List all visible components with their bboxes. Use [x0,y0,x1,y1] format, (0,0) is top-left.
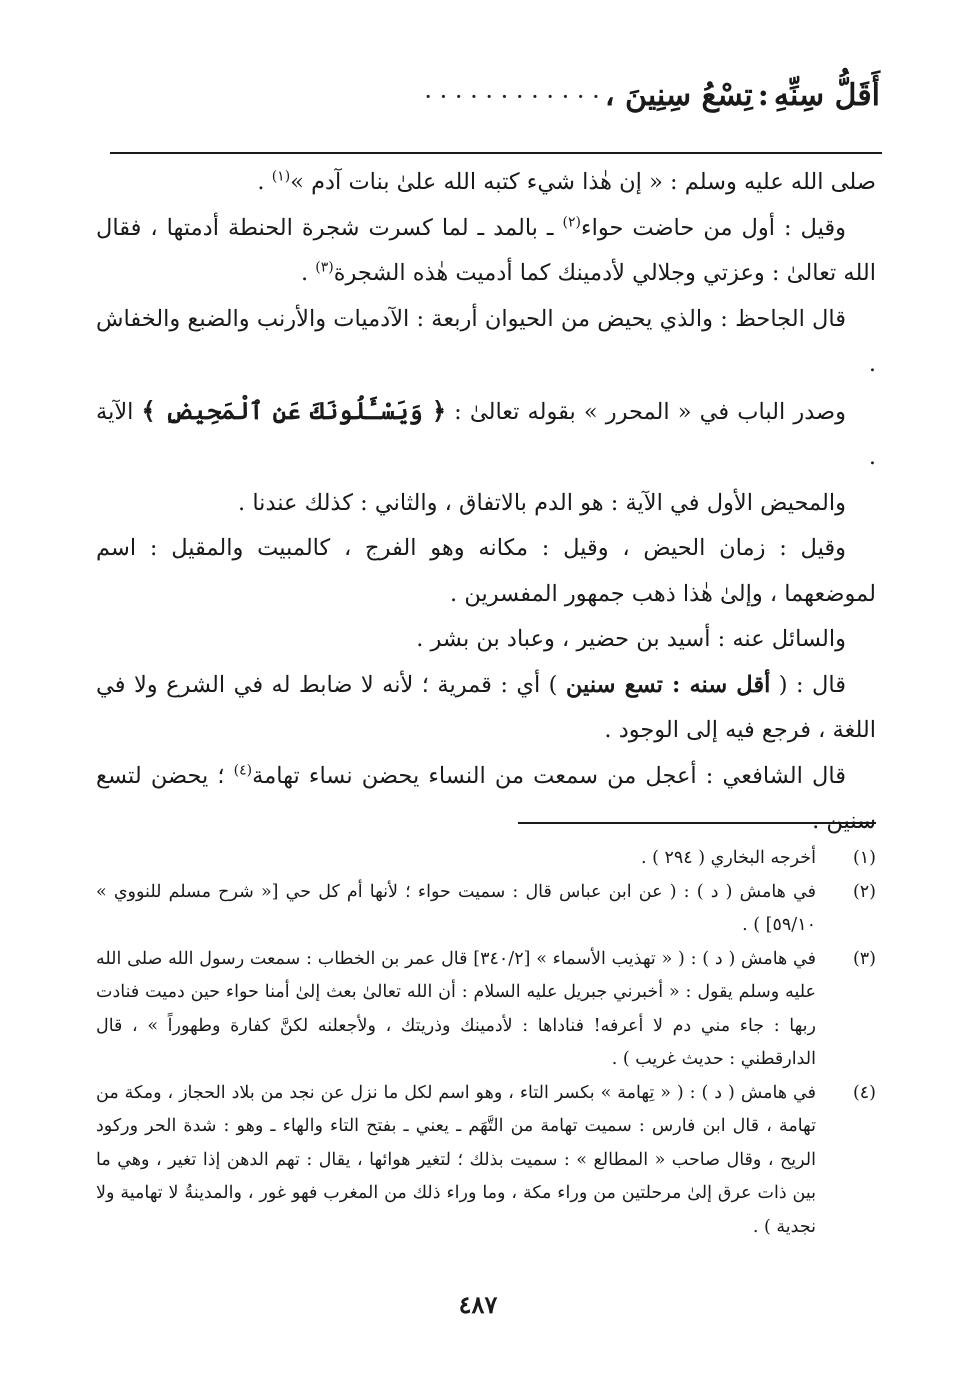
paragraph-8-text-b: ) أي : قمرية ؛ لأنه لا ضابط له في الشرع ولا في اللغة ، فرجع فيه إلى الوجود . [96,671,876,743]
quran-verse: ﴿ وَيَسْـَٔلُونَكَ عَنِ ٱلْمَحِيضِ ﴾ [141,395,447,425]
paragraph-6: وقيل : زمان الحيض ، وقيل : مكانه وهو الفرج ، كالمبيت والمقيل : اسم لموضعهما ، وإلىٰ هٰذا ذهب جمهور المفسرين . [96,535,876,607]
footnote-text: في هامش ( د ) : ( « تهذيب الأسماء » [٣٤٠/٢] قال عمر بن الخطاب : سمعت رسول الله صلى الله عليه وسلم يقول : « أخبرني جبريل عليه السلام : أن الله تعالىٰ بعث إلىٰ أمنا حواء حين دميت فنادت ربها : جاء مني دم لا أعرفه! فناداها : لأدمينك وذريتك ، ولأجعلنه لكنَّ كفارة وطهوراً » ، قال الدارقطني : حديث غريب ) . [96,948,816,1069]
paragraph-9 [96,754,876,845]
matn-quote: أقل سنه : تسع سنين [565,671,771,698]
header-subtitle: تِسْعُ سِنِينَ ، [604,78,753,113]
paragraph-8 [96,663,876,754]
footnotes [96,842,876,1244]
footnote-2 [96,876,876,943]
footnote-ref-2: (٢) [562,214,581,230]
footnote-text: أخرجه البخاري ( ٢٩٤ ) . [640,848,816,868]
paragraph-2-text-b: ـ بالمد ـ لما كسرت شجرة الحنطة أدمتها ، فقال الله تعالىٰ : وعزتي وجلالي لأدمينك كما أدميت هٰذه الشجرة [96,214,876,286]
page-number: ٤٨٧ [458,1290,498,1319]
main-text [96,160,876,845]
paragraph-7: والسائل عنه : أسيد بن حضير ، وعباد بن بشر . [416,626,846,652]
paragraph-1 [96,160,876,206]
paragraph-8-text-a: قال : ( [770,671,846,698]
footnote-ref-4: (٤) [233,762,253,778]
running-header [110,78,880,138]
header-rule [110,152,882,154]
paragraph-1-end: . [257,169,272,195]
footnote-text: في هامش ( د ) : ( عن ابن عباس قال : سميت حواء ؛ لأنها أم كل حي [« شرح مسلم للنووي » ٥٩/١٠] ) . [96,881,816,935]
paragraph-4 [96,388,876,481]
footnote-number: (٣) [852,948,876,969]
footnote-ref-3: (٣) [315,259,334,276]
paragraph-2-text-a: وقيل : أول من حاضت حواء [581,214,846,241]
footnote-3 [96,943,876,1077]
paragraph-4-text-b: الآية . [96,398,876,470]
footnote-ref-1: (١) [271,168,291,185]
paragraph-1-text: صلى الله عليه وسلم : « إن هٰذا شيء كتبه الله علىٰ بنات آدم » [290,169,876,195]
footnote-1 [96,842,876,876]
footnote-rule [518,822,876,824]
header-title: أَقَلُّ سِنِّهِ [773,78,880,113]
footnote-4 [96,1077,876,1245]
paragraph-4-text-a: وصدر الباب في « المحرر » بقوله تعالىٰ : [446,398,846,425]
footnote-number: (٢) [852,881,876,902]
footnote-number: (٤) [852,1082,876,1103]
paragraph-9-text-a: قال الشافعي : أعجل من سمعت من النساء يحضن نساء تهامة [252,762,846,789]
paragraph-9-text-b: ؛ يحضن لتسع سنين . [96,762,876,834]
footnote-number: (١) [852,848,876,868]
header-separator: : [757,78,769,113]
footnote-text: في هامش ( د ) : ( « تِهامة » بكسر التاء ، وهو اسم لكل ما نزل عن نجد من بلاد الحجاز ، ومكة من تهامة ، قال ابن فارس : سميت تهامة من التَّهَم ـ يعني ـ بفتح التاء والهاء ـ وهو : شدة الحر وركود الريح ، وقال صاحب « المطالع » : سميت بذلك ؛ لتغير هوائها ، يقال : تهم الدهن إذا تغير ، وهي ما بين ذات عرق إلىٰ مرحلتين من وراء مكة ، وما وراء ذلك من المغرب فهو غور ، والمدينةُ لا تهامية ولا نجدية ) . [96,1082,816,1237]
paragraph-2 [96,206,876,297]
paragraph-5: والمحيض الأول في الآية : هو الدم بالاتفاق ، والثاني : كذلك عندنا . [238,489,846,516]
header-leader-dots: · · · · · · · · · · · · [424,83,600,111]
paragraph-3: قال الجاحظ : والذي يحيض من الحيوان أربعة : الآدميات والأرنب والضبع والخفاش . [96,305,876,377]
paragraph-2-end: . [300,260,316,286]
